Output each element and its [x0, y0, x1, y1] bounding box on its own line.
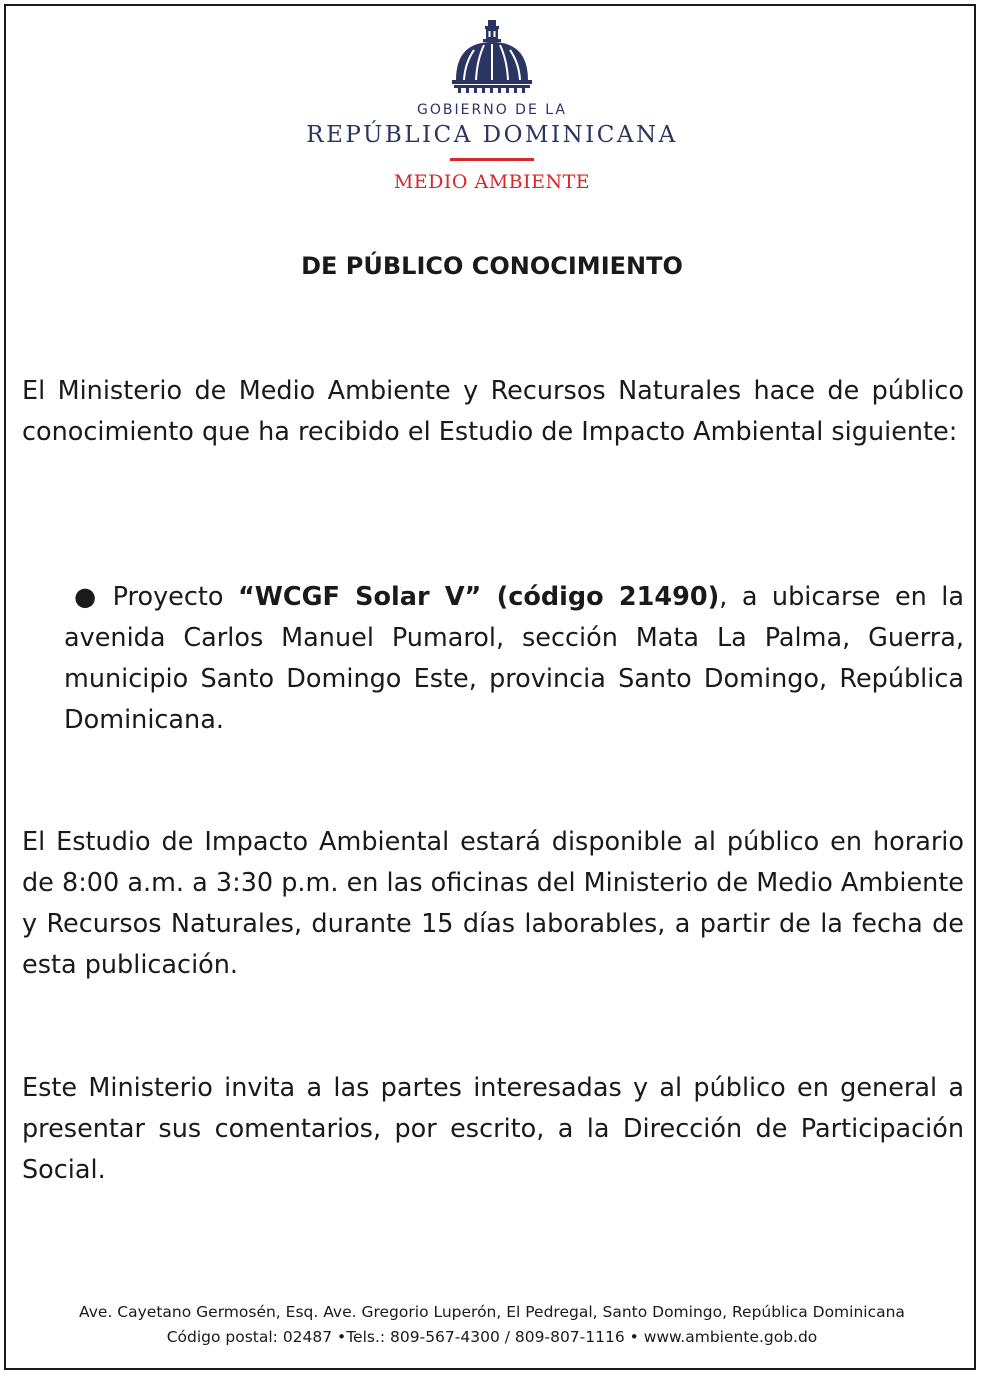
- project-name: “WCGF Solar V” (código 21490): [237, 582, 720, 612]
- project-bullet: [64, 577, 964, 741]
- notice-title: DE PÚBLICO CONOCIMIENTO: [301, 252, 683, 280]
- intro-paragraph: El Ministerio de Medio Ambiente y Recursos Naturales hace de público conocimiento que ha recibido el Estudio de Impacto Ambiental siguiente:: [22, 376, 964, 447]
- project-prefix: Proyecto: [112, 582, 238, 612]
- footer-address: Ave. Cayetano Germosén, Esq. Ave. Gregorio Luperón, El Pedregal, Santo Domingo, República Dominicana: [79, 1303, 905, 1321]
- project-location: , a ubicarse en la avenida Carlos Manuel Pumarol, sección Mata La Palma, Guerra, municipio Santo Domingo Este, provincia Santo Domingo, República Dominicana.: [64, 582, 964, 735]
- gov-line-1: GOBIERNO DE LA: [417, 102, 567, 118]
- ministry-name: MEDIO AMBIENTE: [393, 171, 591, 193]
- bullet-icon: ●: [74, 582, 103, 612]
- dome-icon: [450, 18, 534, 94]
- availability-paragraph: El Estudio de Impacto Ambiental estará disponible al público en horario de 8:00 a.m. a 3:30 p.m. en las oficinas del Ministerio de Medio Ambiente y Recursos Naturales, durante 15 días laborables, a partir de la fecha de esta publicación.: [22, 827, 964, 980]
- red-divider: [450, 158, 534, 161]
- invitation-paragraph: Este Ministerio invita a las partes interesadas y al público en general a presentar sus comentarios, por escrito, a la Dirección de Participación Social.: [22, 1073, 964, 1185]
- footer-contact: Código postal: 02487 •Tels.: 809-567-4300 / 809-807-1116 • www.ambiente.gob.do: [166, 1328, 818, 1346]
- letterhead: [0, 18, 984, 193]
- gov-line-2: REPÚBLICA DOMINICANA: [306, 122, 678, 148]
- footer: [0, 1300, 984, 1350]
